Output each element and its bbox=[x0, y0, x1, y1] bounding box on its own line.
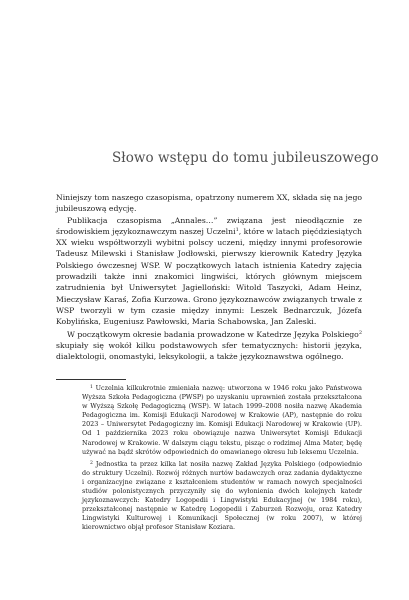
paragraph-text: Publikacja czasopisma „Annales…” związana jest nieodłącznie ze środowiskiem językoznawczym naszej Uczelni bbox=[56, 215, 362, 236]
footnotes bbox=[82, 384, 362, 536]
footnote bbox=[82, 384, 362, 457]
chapter-title: Słowo wstępu do tomu jubileuszowego bbox=[112, 150, 379, 166]
paragraph-text: skupiały się wokół kilku podstawowych sfer tematycznych: historii języka, dialektologii, onomastyki, leksykologii, a także językoznawstwa ogólnego. bbox=[56, 340, 362, 362]
footnote-number: 2 bbox=[90, 460, 93, 466]
paragraph bbox=[56, 192, 362, 215]
footnote bbox=[82, 460, 362, 533]
footnote-text: Uczelnia kilkukrotnie zmieniała nazwę: utworzona w 1946 roku jako Państwowa Wyższa Szkoła Pedagogiczna (PWSP) po uzyskaniu uprawnień została przekształcona w Wyższą Szkołę Pedagogiczną (WSP). W latach 1999–2008 nosiła nazwę Akademia Pedagogiczna im. Komisji Edukacji Narodowej w Krakowie (AP), następnie do roku 2023 – Uniwersytet Pedagogiczny im. Komisji Edukacji Narodowej w Krakowie (UP). Od 1 października 2023 roku obowiązuje nazwa Uniwersytet Komisji Edukacji Narodowej w Krakowie. W dalszym ciągu tekstu, pisząc o rodzimej Alma Mater, będę używać na bądź skrótów odpowiednich do omawianego okresu lub leksemu Uczelnia. bbox=[82, 384, 362, 456]
paragraph bbox=[56, 329, 362, 363]
footnote-reference[interactable]: 1 bbox=[235, 226, 239, 233]
paragraph-text: W początkowym okresie badania prowadzone w Katedrze Języka Polskiego bbox=[67, 329, 359, 339]
paragraph bbox=[56, 215, 362, 328]
body-text bbox=[56, 192, 362, 362]
footnote-number: 1 bbox=[90, 385, 93, 390]
paragraph-text: Niniejszy tom naszego czasopisma, opatrzony numerem XX, składa się na jego jubileuszową edycję. bbox=[56, 193, 362, 214]
footnote-text: Jednostka ta przez kilka lat nosiła nazwę Zakład Języka Polskiego (odpowiednio do struktury Uczelni). Rozwój różnych nurtów badawczych oraz zadania dydaktyczne i organizacyjne związane z kształceniem studentów w ramach nowych specjalności studiów polonistycznych przyczyniły się do wyłonienia dwóch kolejnych katedr językoznawczych: Katedry Logopedii i Lingwistyki Edukacyjnej (w 1984 roku), przekształconej następnie w Katedrę Logopedii i Zaburzeń Rozwoju, oraz Katedry Lingwistyki Kulturowej i Komunikacji Społecznej (w roku 2007), w której kierownictwo objął profesor Stanisław Koziara. bbox=[82, 459, 362, 532]
paragraph-text: , które w latach pięćdziesiątych XX wieku współtworzyli wybitni polscy uczeni, między innymi profesorowie Tadeusz Milewski i Stanisław Jodłowski, pierwszy kierownik Katedry Języka Polskiego ówczesnej WSP. W początkowych latach istnienia Katedry zajęcia prowadzili także inni znakomici lingwiści, których głównym miejscem zatrudnienia był Uniwersytet Jagielloński: Witold Taszycki, Adam Heinz, Mieczysław Karaś, Zofia Kurzowa. Grono językoznawców związanych trwale z WSP tworzyli w tym czasie między innymi: Leszek Bednarczuk, Józefa Kobylińska, Eugeniusz Pawłowski, Maria Schabowska, Jan Zaleski. bbox=[56, 226, 363, 327]
footnote-separator bbox=[56, 379, 126, 380]
footnote-reference[interactable]: 2 bbox=[358, 329, 362, 336]
